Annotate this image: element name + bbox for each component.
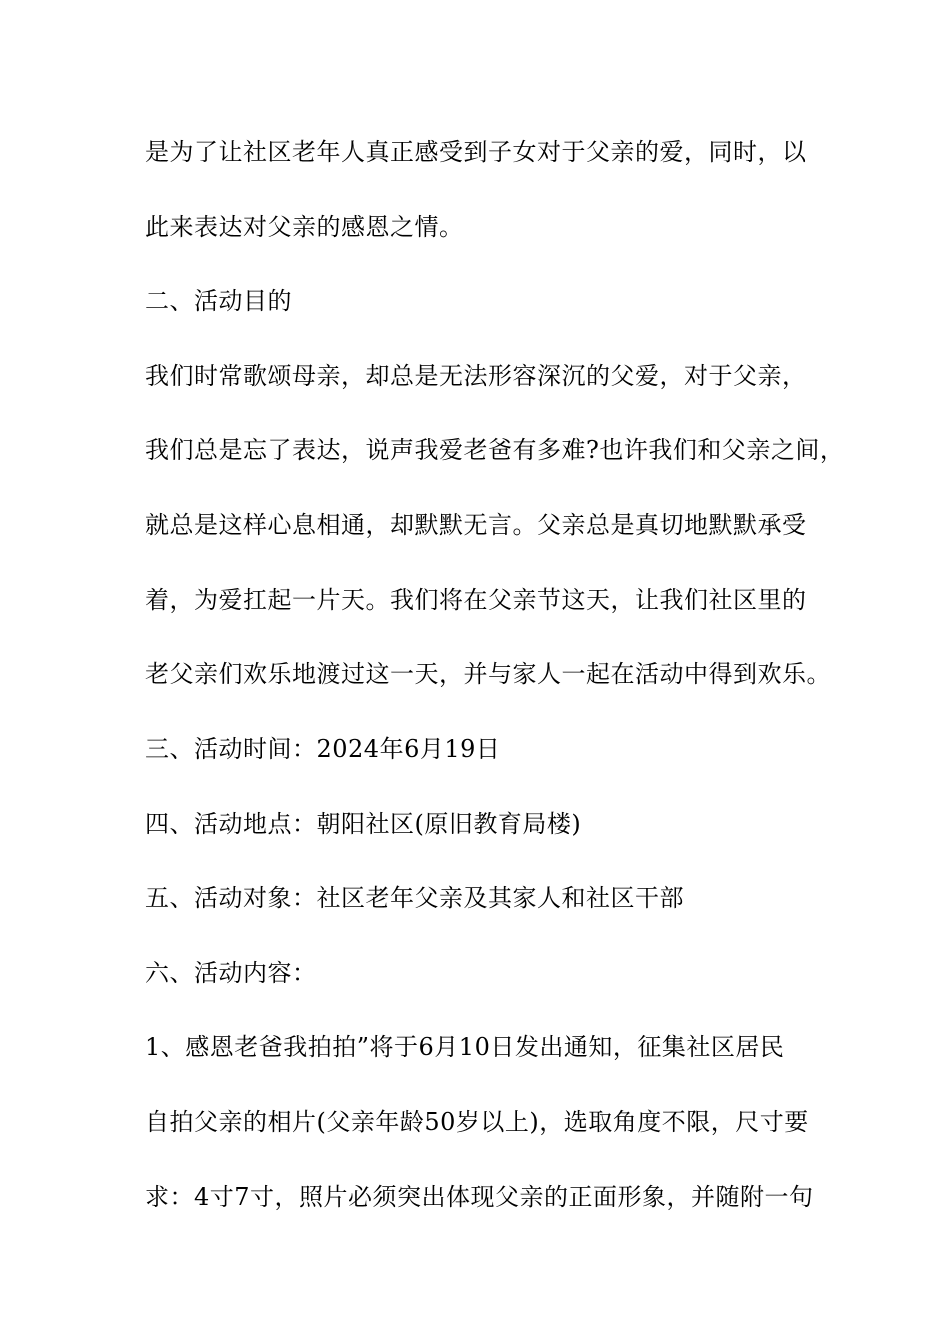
section-heading-purpose: 二、活动目的	[145, 287, 292, 315]
body-text-line: 是为了让社区老年人真正感受到子女对于父亲的爱，同时，以	[145, 138, 807, 166]
list-item-text-line: 1、感恩老爸我拍拍”将于6月10日发出通知，征集社区居民	[145, 1033, 785, 1061]
list-item-text-line: 求：4寸7寸，照片必须突出体现父亲的正面形象，并随附一句	[145, 1183, 814, 1211]
body-text-line: 着，为爱扛起一片天。我们将在父亲节这天，让我们社区里的	[145, 586, 807, 614]
list-item-text-line: 自拍父亲的相片(父亲年龄50岁以上)，选取角度不限，尺寸要	[145, 1108, 809, 1136]
section-heading-location: 四、活动地点：朝阳社区(原旧教育局楼)	[145, 810, 582, 838]
section-heading-content: 六、活动内容：	[145, 959, 317, 987]
body-text-line: 老父亲们欢乐地渡过这一天，并与家人一起在活动中得到欢乐。	[145, 660, 831, 688]
body-text-line: 我们总是忘了表达，说声我爱老爸有多难?也许我们和父亲之间，	[145, 436, 845, 464]
body-text-line: 就总是这样心息相通，却默默无言。父亲总是真切地默默承受	[145, 511, 807, 539]
section-heading-time: 三、活动时间：2024年6月19日	[145, 735, 501, 763]
section-heading-audience: 五、活动对象：社区老年父亲及其家人和社区干部	[145, 884, 684, 912]
body-text-line: 此来表达对父亲的感恩之情。	[145, 213, 464, 241]
body-text-line: 我们时常歌颂母亲，却总是无法形容深沉的父爱，对于父亲，	[145, 362, 807, 390]
